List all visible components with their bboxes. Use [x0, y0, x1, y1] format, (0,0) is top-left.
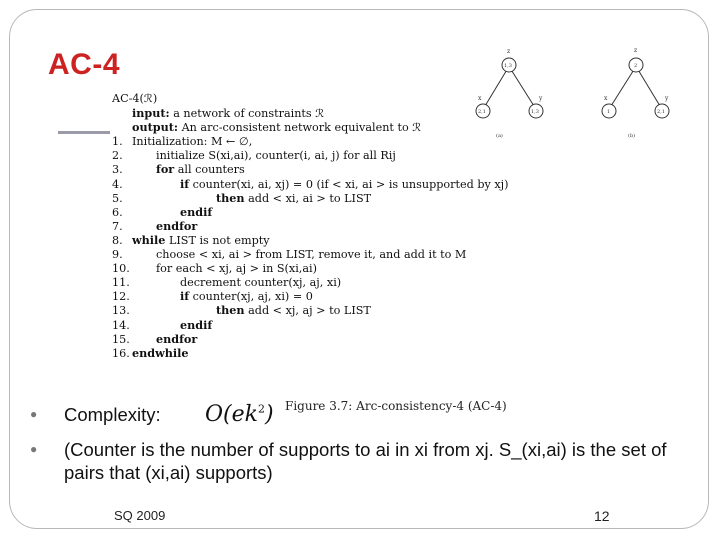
algorithm-line — [112, 219, 572, 233]
line-number: 14. — [112, 318, 130, 332]
line-number: 5. — [112, 191, 123, 205]
line-number: 9. — [112, 248, 123, 262]
line-keyword: for — [156, 162, 175, 177]
formula-close: ) — [264, 402, 274, 427]
line-keyword: output: — [132, 120, 179, 135]
line-keyword: if — [180, 289, 190, 304]
line-text: counter(xj, aj, xi) = 0 — [189, 290, 313, 304]
complexity-formula — [205, 402, 274, 427]
algorithm-line — [112, 275, 572, 289]
complexity-label: Complexity: — [64, 404, 161, 425]
algorithm-line — [112, 148, 572, 162]
algorithm-line — [112, 162, 572, 176]
line-body — [132, 290, 313, 303]
line-body — [132, 163, 245, 176]
algorithm-line — [112, 177, 572, 191]
algorithm-line — [112, 261, 572, 275]
line-number: 4. — [112, 177, 123, 191]
graph-b-node-y-value: 2,1 — [657, 109, 665, 115]
algorithm-line — [112, 346, 572, 360]
line-body — [132, 234, 270, 247]
line-text: Initialization: M ← ∅, — [132, 135, 253, 149]
line-body — [132, 121, 421, 134]
algorithm-line — [112, 318, 572, 332]
graph-b-node-z-value: 2 — [634, 63, 638, 69]
line-keyword: then — [216, 190, 245, 205]
line-text: choose < xi, ai > from LIST, remove it, and add it to M — [156, 248, 467, 262]
figure-caption: Figure 3.7: Arc-consistency-4 (AC-4) — [285, 399, 507, 413]
graph-a-node-y-name: y — [539, 95, 543, 102]
graph-a-node-z-name: z — [507, 48, 511, 55]
line-text: LIST is not empty — [165, 233, 270, 247]
line-number: 7. — [112, 219, 123, 233]
line-number: 8. — [112, 233, 123, 247]
line-number: 2. — [112, 149, 123, 163]
line-body — [132, 333, 197, 346]
line-body — [132, 319, 212, 332]
line-text: add < xj, aj > to LIST — [244, 304, 371, 318]
line-body — [132, 276, 341, 289]
algorithm-line — [112, 191, 572, 205]
graph-b-node-x-value: 1 — [607, 109, 611, 115]
line-text: counter(xi, ai, xj) = 0 (if < xi, ai > is unsupported by xj) — [189, 177, 509, 191]
line-text: a network of constraints ℛ — [169, 107, 325, 121]
algorithm-header: AC-4(ℛ) — [112, 92, 158, 105]
graph-a-node-y-value: 1,3 — [531, 109, 539, 115]
line-text: for each < xj, aj > in S(xi,ai) — [156, 262, 317, 276]
footer-course: SQ 2009 — [114, 508, 166, 523]
constraint-graph-a — [468, 44, 558, 144]
line-number: 12. — [112, 290, 130, 304]
line-body — [132, 149, 396, 162]
formula-exponent: 2 — [257, 402, 265, 416]
line-keyword: then — [216, 303, 245, 318]
line-number: 16. — [112, 346, 130, 360]
line-keyword: endwhile — [132, 345, 189, 360]
line-text: decrement counter(xj, aj, xi) — [180, 276, 342, 290]
line-body — [132, 192, 371, 205]
graph-b-node-y-name: y — [665, 95, 669, 102]
line-body — [132, 248, 466, 261]
bullet-dot-icon: ● — [30, 407, 38, 421]
line-keyword: while — [132, 232, 166, 247]
line-body — [132, 304, 371, 317]
line-text: An arc-consistent network equivalent to ℛ — [178, 121, 422, 135]
graph-a-node-x-value: 2,1 — [478, 109, 486, 115]
algorithm-line — [112, 289, 572, 303]
line-number: 1. — [112, 135, 123, 149]
algorithm-line — [112, 303, 572, 317]
line-number: 11. — [112, 276, 130, 290]
line-body — [132, 135, 252, 148]
line-keyword: endif — [180, 204, 213, 219]
bullet-dot-icon: ● — [30, 442, 38, 456]
line-body — [132, 262, 317, 275]
line-body — [132, 347, 188, 360]
line-number: 10. — [112, 262, 130, 276]
graph-b-label: (b) — [628, 133, 636, 139]
page-number: 12 — [594, 508, 610, 524]
algorithm-line — [112, 233, 572, 247]
counter-note-text: (Counter is the number of supports to ai in xi from xj. S_(xi,ai) is the set of pairs that (xi,ai) supports) — [64, 439, 667, 483]
line-text: initialize S(xi,ai), counter(i, ai, j) for all Rij — [156, 149, 396, 163]
graph-a-node-x-name: x — [478, 95, 482, 102]
title-underline — [58, 131, 110, 134]
graph-a-node-z-value: 1,3 — [504, 63, 512, 69]
algorithm-line — [112, 247, 572, 261]
line-number: 13. — [112, 304, 130, 318]
line-keyword: endfor — [156, 331, 198, 346]
line-body — [132, 178, 509, 191]
line-keyword: endif — [180, 317, 213, 332]
slide-title: AC-4 — [48, 48, 121, 81]
line-keyword: input: — [132, 106, 170, 121]
line-body — [132, 220, 197, 233]
algorithm-line — [112, 205, 572, 219]
line-body — [132, 107, 324, 120]
line-keyword: if — [180, 176, 190, 191]
line-number: 15. — [112, 332, 130, 346]
graph-a-label: (a) — [496, 133, 503, 139]
line-text: add < xi, ai > to LIST — [244, 191, 372, 205]
graph-b-node-z-name: z — [634, 47, 638, 54]
formula-body: O(ek — [205, 402, 258, 427]
line-text: all counters — [174, 163, 245, 177]
graph-b-node-x-name: x — [604, 95, 608, 102]
line-number: 3. — [112, 163, 123, 177]
constraint-graph-b — [592, 44, 682, 144]
algorithm-line — [112, 332, 572, 346]
line-body — [132, 206, 212, 219]
line-keyword: endfor — [156, 218, 198, 233]
line-number: 6. — [112, 205, 123, 219]
